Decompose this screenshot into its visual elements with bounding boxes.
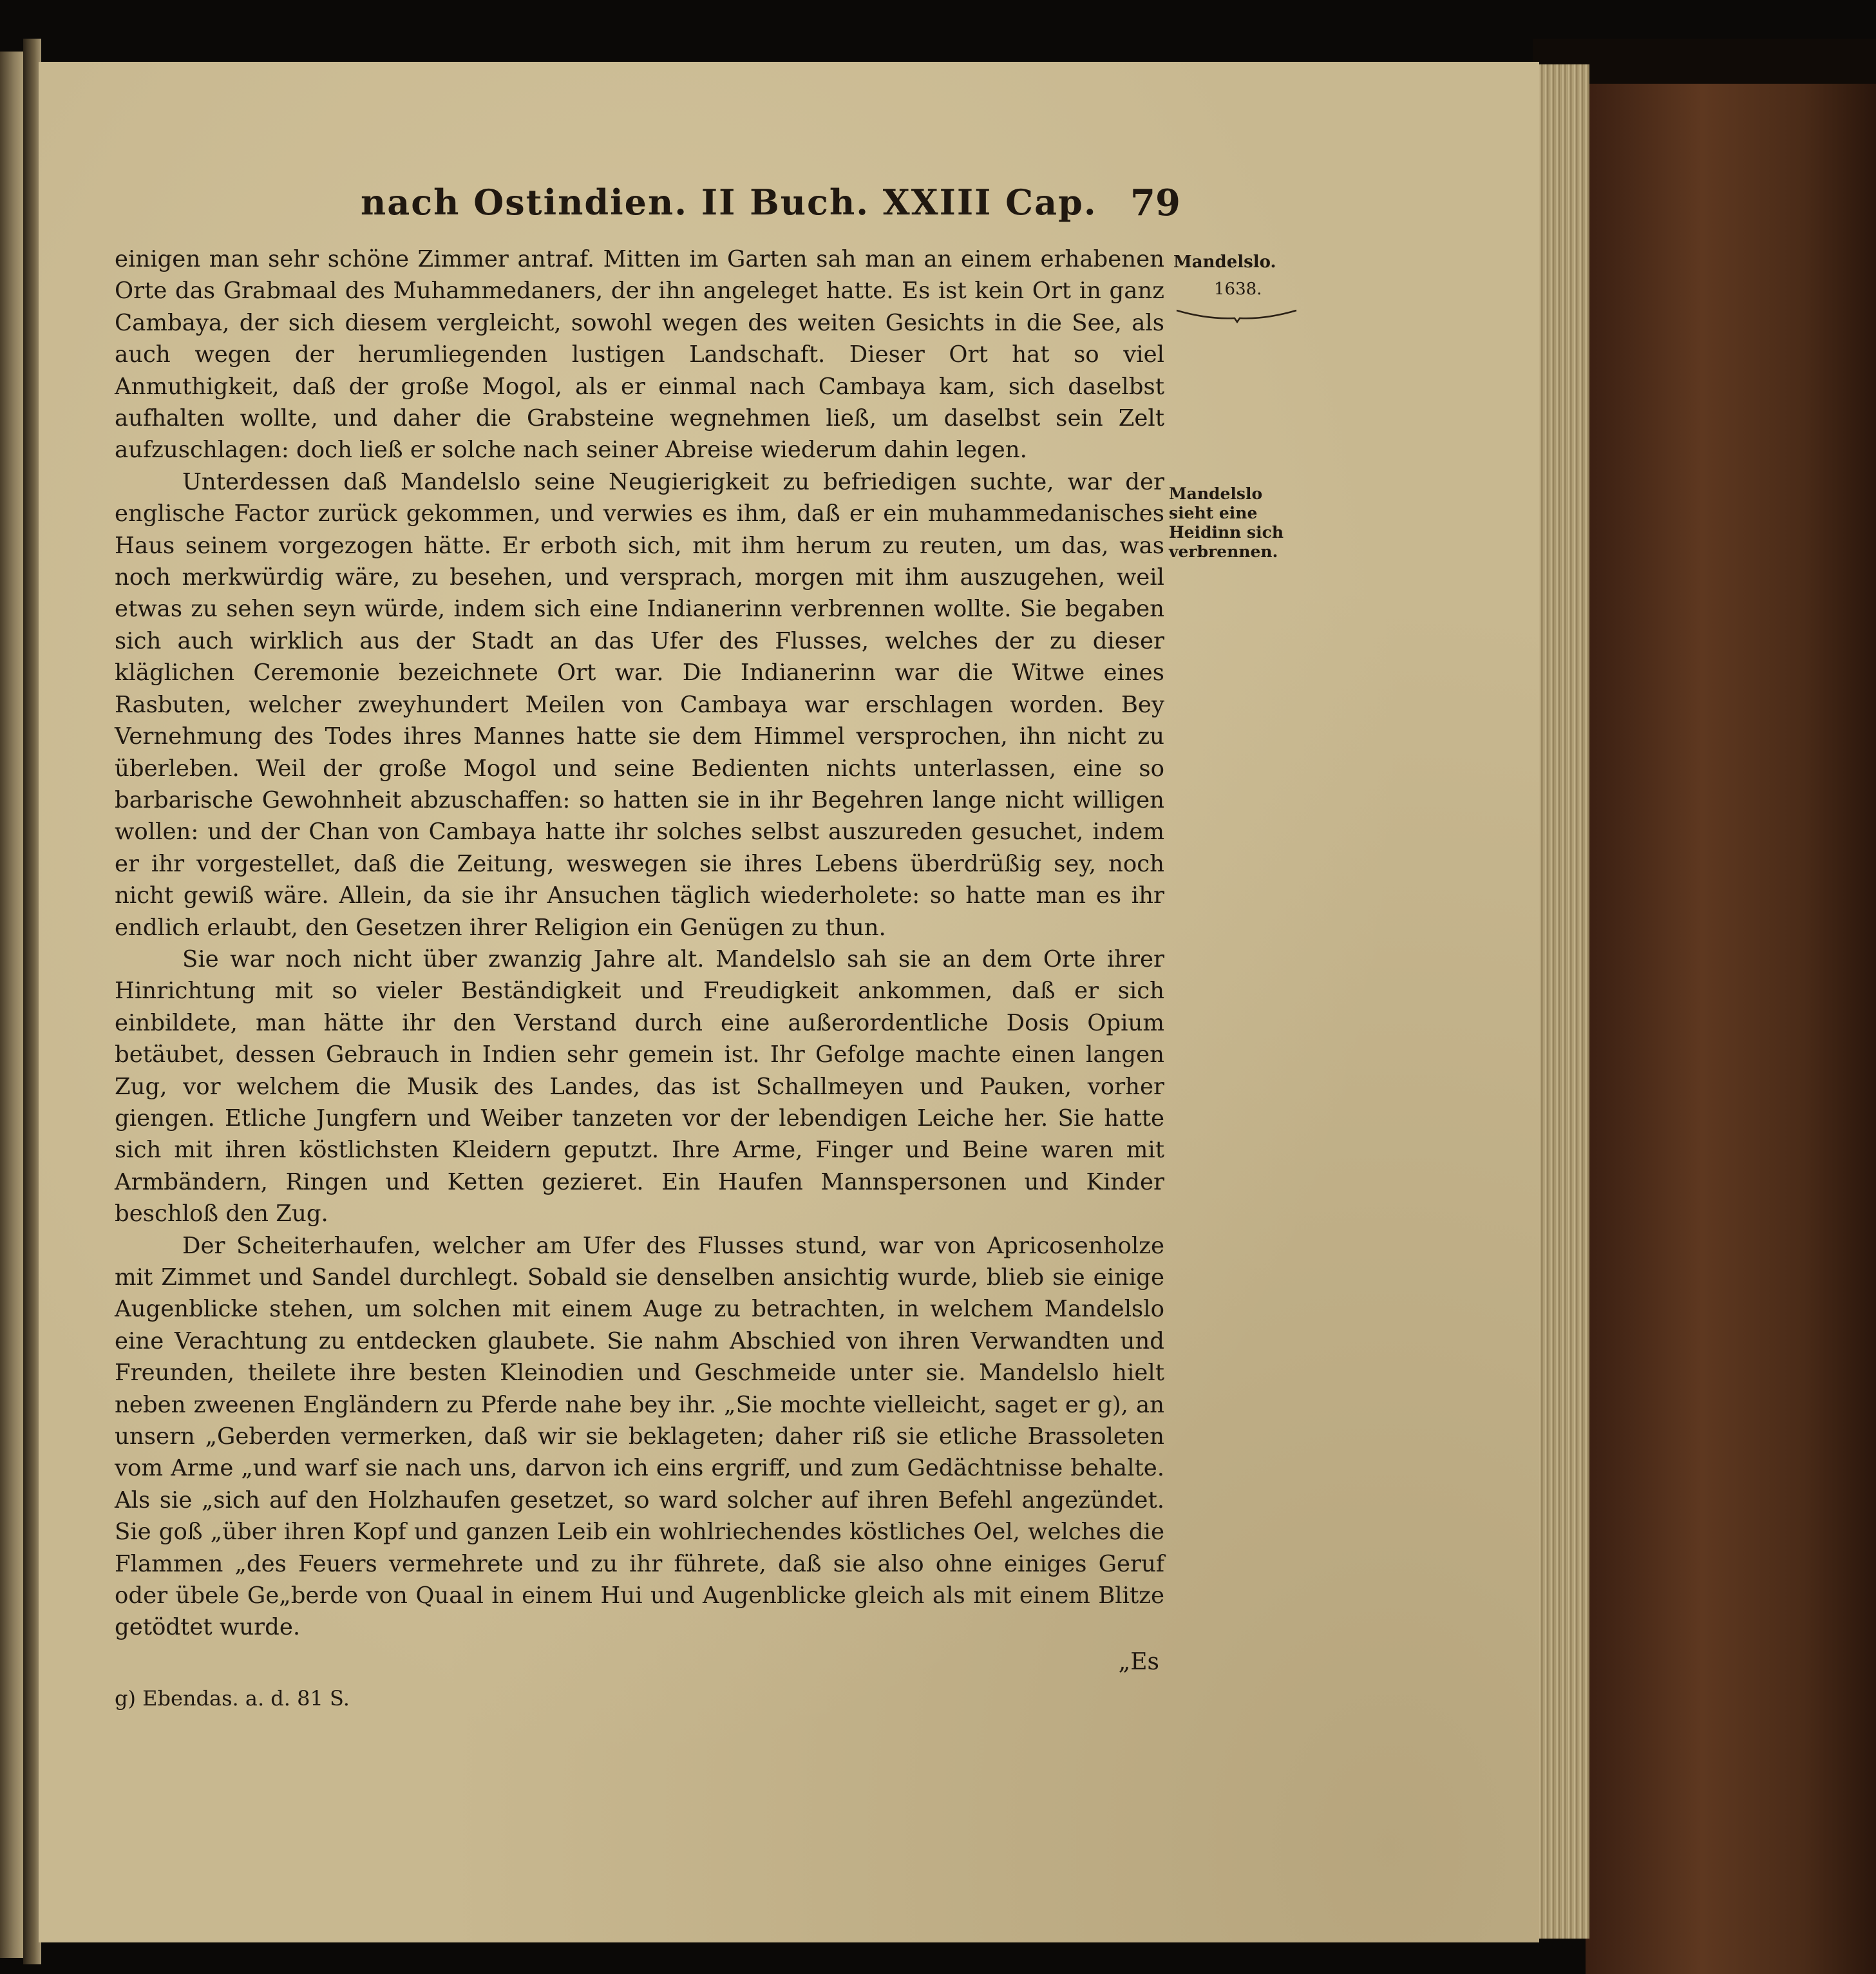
catchword: „Es: [1118, 1649, 1159, 1675]
leather-cover: [1586, 84, 1876, 1974]
marginal-note-mandelslo: Mandelslo.: [1173, 252, 1276, 272]
paragraph-1: einigen man sehr schöne Zimmer antraf. Mitten im Garten sah man an einem erhabenen Orte das Grabmaal des Muhammedaners, der ihn angeleget hatte. Es ist kein Ort in ganz Cambaya, der sich diesem vergleicht, sowohl wegen des weiten Gesichts in die See, als auch wegen der herumliegenden lustigen Landschaft. Dieser Ort hat so viel Anmuthigkeit, daß der große Mogol, als er einmal nach Cambaya kam, sich daselbst aufhalten wollte, und daher die Grabsteine wegnehmen ließ, um daselbst sein Zelt aufzuschlagen: doch ließ er solche nach seiner Abreise wiederum dahin legen.: [115, 246, 1164, 464]
marginal-brace-icon: [1175, 308, 1298, 323]
marginal-note-cremation: Mandelslo sieht eine Heidinn sich verbrennen.: [1169, 484, 1284, 561]
marginal-note-year: 1638.: [1214, 280, 1262, 299]
body-text: [115, 243, 1164, 1644]
paragraph-2: Unterdessen daß Mandelslo seine Neugierigkeit zu befriedigen suchte, war der englische Factor zurück gekommen, und verwies es ihm, daß er ein muhammedanisches Haus seinem vorgezogen hätte. Er erboth sich, mit ihm herum zu reuten, um das, was noch merkwürdig wäre, zu besehen, und versprach, morgen mit ihm auszugehen, weil etwas zu sehen seyn würde, indem sich eine Indianerinn verbrennen wollte. Sie begaben sich auch wirklich aus der Stadt an das Ufer des Flusses, welches der zu dieser kläglichen Ceremonie bezeichnete Ort war. Die Indianerinn war die Witwe eines Rasbuten, welcher zweyhundert Meilen von Cambaya war erschlagen worden. Bey Vernehmung des Todes ihres Mannes hatte sie dem Himmel versprochen, ihn nicht zu überleben. Weil der große Mogol und seine Bedienten nichts unterlassen, eine so barbarische Gewohnheit abzuschaffen: so hatten sie in ihr Begehren lange nicht willigen wollen: und der Chan von Cambaya hatte ihr solches selbst auszureden gesuchet, indem er ihr vorgestellet, daß die Zeitung, weswegen sie ihres Lebens überdrüßig sey, noch nicht gewiß wäre. Allein, da sie ihr Ansuchen täglich wiederholete: so hatte man es ihr endlich erlaubt, den Gesetzen ihrer Religion ein Genügen zu thun.: [115, 468, 1164, 941]
paragraph-4: Der Scheiterhaufen, welcher am Ufer des Flusses stund, war von Apricosenholze mit Zimmet und Sandel durchlegt. Sobald sie denselben ansichtig wurde, blieb sie einige Augenblicke stehen, um solchen mit einem Auge zu betrachten, in welchem Mandelslo eine Verachtung zu entdecken glaubete. Sie nahm Abschied von ihren Verwandten und Freunden, theilete ihre besten Kleinodien und Geschmeide unter sie. Mandelslo hielt neben zweenen Engländern zu Pferde nahe bey ihr. „Sie mochte vielleicht, saget er g), an unsern „Geberden vermerken, daß wir sie beklageten; daher riß sie etliche Brassoleten vom Arme „und warf sie nach uns, darvon ich eins ergriff, und zum Gedächtnisse behalte. Als sie „sich auf den Holzhaufen gesetzet, so ward solcher auf ihren Befehl angezündet. Sie goß „über ihren Kopf und ganzen Leib ein wohlriechendes köstliches Oel, welches die Flammen „des Feuers vermehrete und zu ihr führete, daß sie also ohne einiges Geruf oder übele Ge„berde von Quaal in einem Hui und Augenblicke gleich als mit einem Blitze getödtet wurde.: [115, 1232, 1164, 1641]
running-header: nach Ostindien. II Buch. XXIII Cap.: [361, 182, 1097, 223]
page-number: 79: [1130, 182, 1180, 224]
footnote: g) Ebendas. a. d. 81 S.: [115, 1686, 350, 1711]
page-edges: [1538, 64, 1589, 1939]
left-page-sliver: [0, 52, 26, 1958]
paragraph-3: Sie war noch nicht über zwanzig Jahre alt. Mandelslo sah sie an dem Orte ihrer Hinrichtung mit so vieler Beständigkeit und Freudigkeit ankommen, daß er sich einbildete, man hätte ihr den Verstand durch eine außerordentliche Dosis Opium betäubet, dessen Gebrauch in Indien sehr gemein ist. Ihr Gefolge machte einen langen Zug, vor welchem die Musik des Landes, das ist Schallmeyen und Pauken, vorher giengen. Etliche Jungfern und Weiber tanzeten vor der lebendigen Leiche her. Sie hatte sich mit ihren köstlichsten Kleidern geputzt. Ihre Arme, Finger und Beine waren mit Armbändern, Ringen und Ketten gezieret. Ein Haufen Mannspersonen und Kinder beschloß den Zug.: [115, 945, 1164, 1228]
